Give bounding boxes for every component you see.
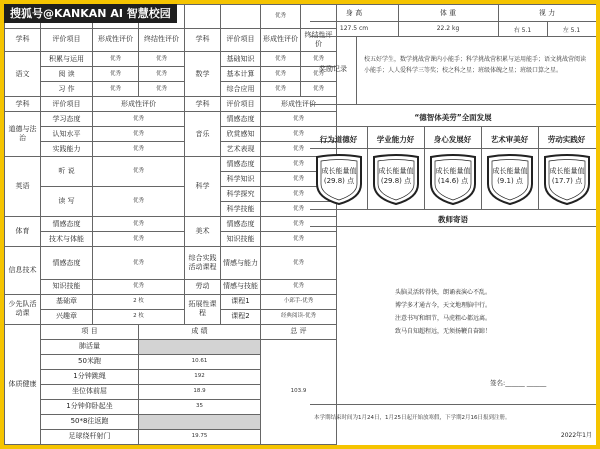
table-row: 阅 读 优秀 优秀 基本计算 优秀 优秀 (5, 67, 337, 82)
table-row: 坐位体前屈 18.9 (5, 384, 337, 399)
height-header: 身 高 (345, 9, 363, 17)
table-row: 认知水平 优秀 欣赏感知 优秀 (5, 127, 337, 142)
shield-title: 身心发展好 (433, 135, 472, 144)
energy-shield (371, 154, 421, 206)
shield-value: (29.8) 点 (380, 177, 412, 185)
header-row: 学科 评价项目 形成性评价 学科 评价项目 形成性评价 (5, 97, 337, 112)
shield-title: 行为道德好 (319, 135, 358, 144)
signature-line: 签名:______ ______ (490, 379, 547, 387)
table-row: 技术与体能 优秀 知识技能 优秀 (5, 232, 337, 247)
energy-shield (428, 154, 478, 206)
top-strip-row: 优秀 (5, 5, 337, 29)
watermark: 搜狐号@KANKAN AI 智慧校园 (4, 4, 177, 23)
table-row: 语文 积累与运用 优秀 优秀 数学 基础知识 优秀 优秀 (5, 52, 337, 67)
issue-date: 2022年1月 (560, 432, 592, 439)
header-row: 学科 评价项目 形成性评价 终结性评价 学科 评价项目 形成性评价 终结性评价 (5, 28, 337, 52)
table-row: 实践能力 优秀 艺术表现 优秀 (5, 142, 337, 157)
shield-title: 艺术审美好 (490, 135, 529, 144)
poem-line: 致马自知超程远，无须扬鞭自奋蹄！ (395, 328, 492, 335)
table-row: 知识技能 优秀 劳动 情感与技能 优秀 (5, 279, 337, 294)
report-card (4, 4, 596, 445)
shield-label: 成长能量值 (321, 167, 357, 175)
development-title: “德智体美劳”全面发展 (414, 113, 492, 122)
vision-left: 左 5.1 (562, 27, 581, 34)
table-row: 少先队活动课 基础章 2 枚 拓展性课程 课程1 小邱手-优秀 (5, 294, 337, 309)
holiday-notice: 本学期结束时间为1月24日，1月25日起开始放寒假，下学期2月16日报到注册。 (314, 415, 511, 421)
poem-line: 头脑灵活转得快，朗诵表演心不乱。 (395, 289, 492, 296)
table-row: 体育 情感态度 优秀 美术 情感态度 优秀 (5, 217, 337, 232)
table-row: 50*8往返跑 (5, 414, 337, 429)
poem-line: 注意书写和细节，马虎粗心都远离。 (395, 315, 492, 322)
energy-shield (314, 154, 364, 206)
shield-label: 成长能量值 (492, 167, 528, 175)
weight-value: 22.2 kg (436, 25, 460, 32)
table-row: 50米跑 10.61 (5, 354, 337, 369)
shield-title: 学业能力好 (376, 135, 415, 144)
weight-header: 体 重 (439, 9, 457, 17)
health-header-row: 体质健康 项 目 成 绩 总 评 (5, 324, 337, 339)
shield-value: (29.8) 点 (323, 177, 355, 185)
shield-value: (17.7) 点 (551, 177, 583, 185)
table-row: 兴趣章 2 枚 课程2 经典阅读-优秀 (5, 309, 337, 324)
teacher-message-title: 教师寄语 (438, 215, 468, 224)
table-row: 肺活量 103.9 (5, 339, 337, 354)
table-row: 信息技术 情感态度 优秀 综合实践活动课程 情感与能力 优秀 (5, 247, 337, 279)
shield-value: (9.1) 点 (497, 177, 523, 185)
shield-value: (14.6) 点 (437, 177, 469, 185)
table-row: 英语 听 说 优秀 科学 情感态度 优秀 (5, 157, 337, 172)
table-row: 读 写 优秀 科学探究 优秀 (5, 187, 337, 202)
height-value: 127.5 cm (339, 25, 369, 32)
table-row: 足球绕杆射门 19.75 (5, 429, 337, 444)
table-row: 1分钟仰卧起坐 35 (5, 399, 337, 414)
shield-label: 成长能量值 (435, 167, 471, 175)
poem-line: 博学多才通古今，天文地理脑中行。 (395, 302, 492, 309)
profile-section (310, 4, 596, 445)
energy-shield (485, 154, 535, 206)
grades-table (4, 4, 337, 445)
award-label: 奖励记录 (319, 65, 347, 73)
table-row: 习 作 优秀 优秀 综合应用 优秀 优秀 (5, 82, 337, 97)
vision-right: 右 5.1 (513, 27, 532, 34)
table-row: 1分钟跳绳 192 (5, 369, 337, 384)
shield-label: 成长能量值 (549, 167, 585, 175)
table-row: 科学技能 优秀 (5, 202, 337, 217)
table-row: 科学知识 优秀 (5, 172, 337, 187)
award-text: 校五好学生，数学挑战营课内小能手；科学挑战营积累与运用能手；语文挑战营阅读小能手；人人爱科学三等奖；校之科之星；班级体魄之星；班级口算之星。 (364, 56, 587, 74)
energy-shield (542, 154, 592, 206)
table-row: 道德与法治 学习态度 优秀 音乐 情感态度 优秀 (5, 112, 337, 127)
shield-title: 劳动实践好 (547, 135, 586, 144)
shield-label: 成长能量值 (378, 167, 414, 175)
vision-header: 视 力 (538, 9, 556, 17)
